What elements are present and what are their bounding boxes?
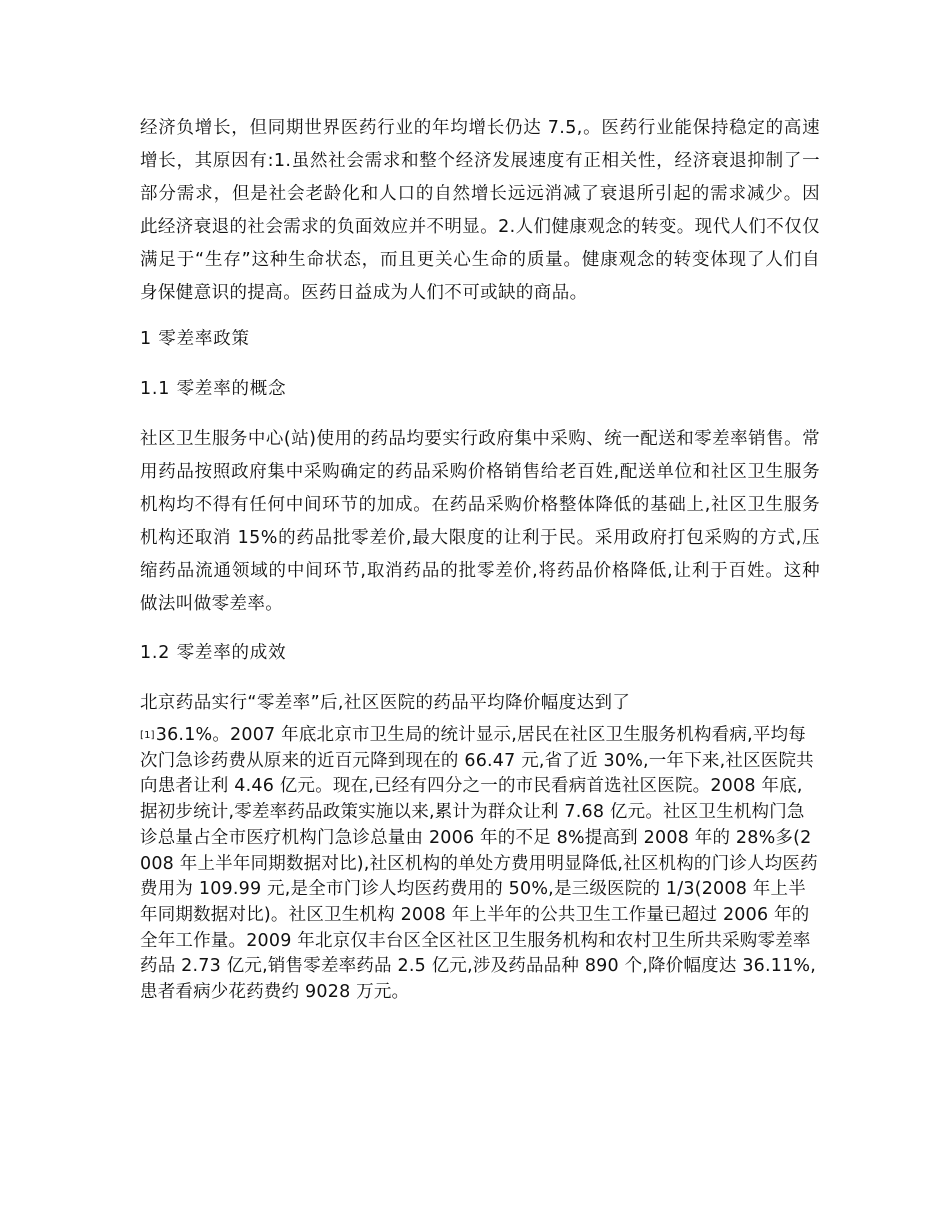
- section-heading-zero-margin-policy: 1 零差率政策: [140, 329, 250, 349]
- document-page: [140, 112, 820, 1006]
- effect-body-text: 36.1%。2007 年底北京市卫生局的统计显示,居民在社区卫生服务机构看病,平均每次门急诊药费从原来的近百元降到现在的 66.47 元,省了近 30%,一年下来,社区医院共向患者让利 4.46 亿元。现在,已经有四分之一的市民看病首选社区医院。2008 年底,据初步统计,零差率药品政策实施以来,累计为群众让利 7.68 亿元。社区卫生机构门急诊总量占全市医疗机构门急诊总量由 2006 年的不足 8%提高到 2008 年的 28%多(2008 年上半年同期数据对比),社区机构的单处方费用明显降低,社区机构的门诊人均医药费用为 109.99 元,是全市门诊人均医药费用的 50%,是三级医院的 1/3(2008 年上半年同期数据对比)。社区卫生机构 2008 年上半年的公共卫生工作量已超过 2006 年的全年工作量。2009 年北京仅丰台区全区社区卫生服务机构和农村卫生所共采购零差率药品 2.73 亿元,销售零差率药品 2.5 亿元,涉及药品品种 890 个,降价幅度达 36.11%,患者看病少花药费约 9028 万元。: [140, 725, 818, 1003]
- citation-marker: [1]: [140, 730, 155, 741]
- effect-lead-paragraph: 北京药品实行“零差率”后,社区医院的药品平均降价幅度达到了: [140, 693, 631, 713]
- subsection-heading-effect: 1.2 零差率的成效: [140, 643, 287, 663]
- intro-paragraph: 经济负增长，但同期世界医药行业的年均增长仍达 7.5,。医药行业能保持稳定的高速增长，其原因有:1.虽然社会需求和整个经济发展速度有正相关性，经济衰退抑制了一部分需求，但是社会老龄化和人口的自然增长远远消减了衰退所引起的需求减少。因此经济衰退的社会需求的负面效应并不明显。2.人们健康观念的转变。现代人们不仅仅满足于“生存”这种生命状态，而且更关心生命的质量。健康观念的转变体现了人们自身保健意识的提高。医药日益成为人们不可或缺的商品。: [140, 118, 820, 303]
- concept-paragraph: 社区卫生服务中心(站)使用的药品均要实行政府集中采购、统一配送和零差率销售。常用药品按照政府集中采购确定的药品采购价格销售给老百姓,配送单位和社区卫生服务机构均不得有任何中间环节的加成。在药品采购价格整体降低的基础上,社区卫生服务机构还取消 15%的药品批零差价,最大限度的让利于民。采用政府打包采购的方式,压缩药品流通领域的中间环节,取消药品的批零差价,将药品价格降低,让利于百姓。这种做法叫做零差率。: [140, 429, 820, 614]
- subsection-heading-concept: 1.1 零差率的概念: [140, 379, 287, 399]
- effect-body-paragraph: [140, 723, 820, 1006]
